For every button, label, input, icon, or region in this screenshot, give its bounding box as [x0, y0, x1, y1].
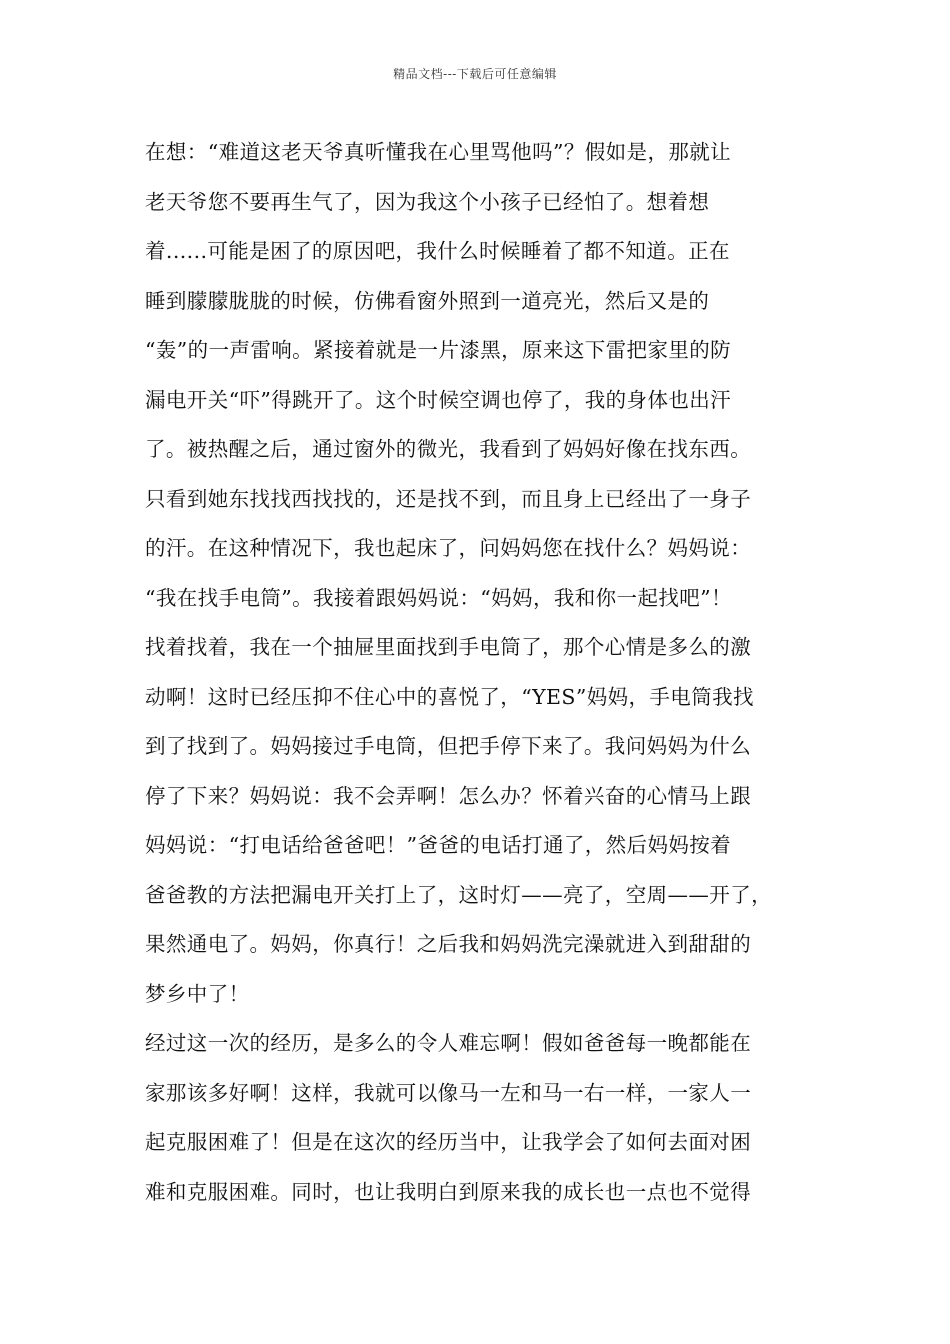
text-line: 梦乡中了！	[145, 981, 250, 1006]
text-line: “我在找手电筒”。我接着跟妈妈说：“妈妈，我和你一起找吧”！	[145, 585, 732, 610]
text-line: 难和克服困难。同时，也让我明白到原来我的成长也一点也不觉得	[145, 1179, 752, 1204]
text-line: 只看到她东找找西找找的，还是找不到，而且身上已经出了一身子	[145, 486, 752, 511]
text-line: 停了下来？妈妈说：我不会弄啊！怎么办？怀着兴奋的心情马上跟	[145, 783, 752, 808]
page-header: 精品文档---下载后可任意编辑	[393, 67, 557, 81]
document-body	[145, 128, 835, 1217]
text-line: 起克服困难了！但是在这次的经历当中，让我学会了如何去面对困	[145, 1130, 752, 1154]
text-line: 果然通电了。妈妈，你真行！之后我和妈妈洗完澡就进入到甜甜的	[145, 932, 752, 956]
text-line: 找着找着，我在一个抽屉里面找到手电筒了，那个心情是多么的激	[145, 635, 752, 659]
text-line: 家那该多好啊！这样，我就可以像马一左和马一右一样，一家人一	[145, 1080, 752, 1105]
text-line: 到了找到了。妈妈接过手电筒，但把手停下来了。我问妈妈为什么	[145, 734, 752, 758]
text-line: 妈妈说：“打电话给爸爸吧！”爸爸的电话打通了，然后妈妈按着	[145, 833, 732, 857]
text-line: 的汗。在这种情况下，我也起床了，问妈妈您在找什么？妈妈说：	[145, 536, 752, 560]
text-line: “轰”的一声雷响。紧接着就是一片漆黑，原来这下雷把家里的防	[145, 338, 732, 362]
text-line: 睡到朦朦胧胧的时候，仿佛看窗外照到一道亮光，然后又是的	[145, 288, 710, 313]
text-line: 爸爸教的方法把漏电开关打上了，这时灯——亮了，空周——开了，	[145, 882, 772, 907]
text-line: 了。被热醒之后，通过窗外的微光，我看到了妈妈好像在找东西。	[145, 437, 752, 461]
text-line: 动啊！这时已经压抑不住心中的喜悦了，“YES”妈妈，手电筒我找	[145, 684, 754, 709]
text-line: 漏电开关“吓”得跳开了。这个时候空调也停了，我的身体也出汗	[145, 387, 732, 412]
text-line: 在想：“难道这老天爷真听懂我在心里骂他吗”？假如是，那就让	[145, 140, 732, 164]
text-line: 着......可能是困了的原因吧，我什么时候睡着了都不知道。正在	[145, 239, 730, 263]
text-line: 经过这一次的经历，是多么的令人难忘啊！假如爸爸每一晚都能在	[145, 1031, 752, 1055]
text-line: 老天爷您不要再生气了，因为我这个小孩子已经怕了。想着想	[145, 189, 710, 214]
